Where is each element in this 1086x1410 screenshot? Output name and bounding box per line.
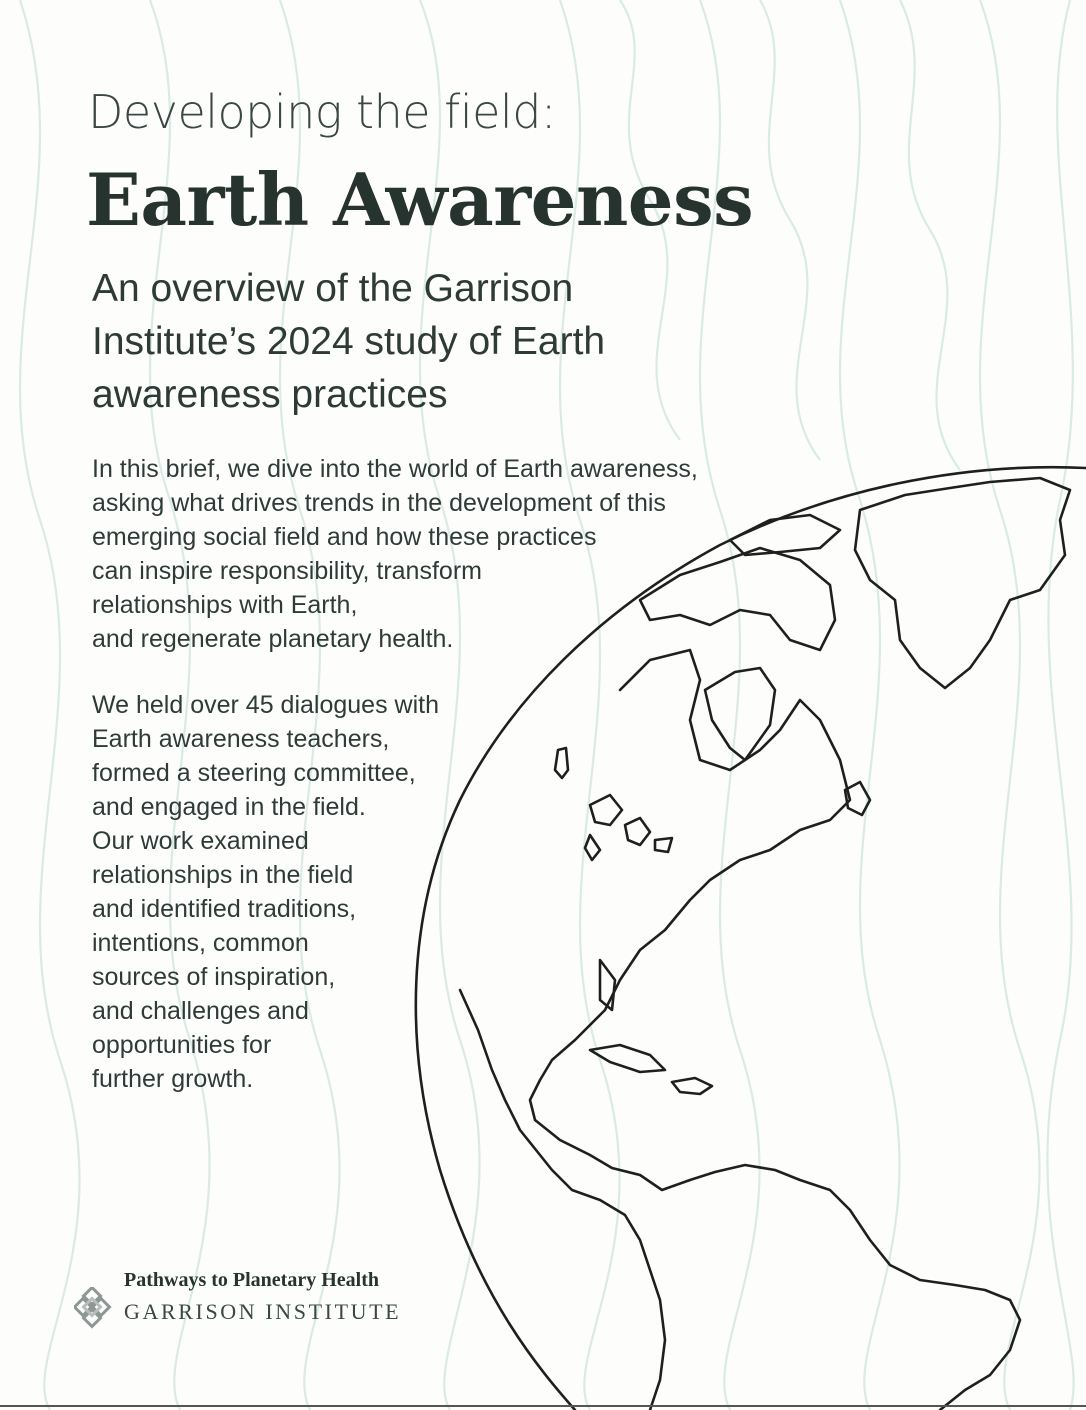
organization-name: GARRISON INSTITUTE [124,1299,402,1324]
study-line: further growth. [92,1065,254,1093]
intro-line: emerging social field and how these practices [92,523,597,551]
bottom-divider [0,1405,1086,1407]
study-paragraph [92,688,472,1096]
study-line: opportunities for [92,1031,272,1059]
intro-line: can inspire responsibility, transform [92,557,482,585]
garrison-knot-icon [74,1287,116,1333]
study-line: and identified traditions, [92,895,357,923]
arctic-island-outline [730,515,840,555]
subtitle-line: Institute’s 2024 study of Earth [92,320,606,363]
series-name: Pathways to Planetary Health [124,1269,379,1291]
intro-line: relationships with Earth, [92,591,358,619]
intro-line: In this brief, we dive into the world of Earth awareness, [92,455,698,483]
study-line: intentions, common [92,929,309,957]
study-line: Our work examined [92,827,309,855]
intro-paragraph [92,452,732,656]
intro-line: asking what drives trends in the development of this [92,489,666,517]
vancouver-island-outline [555,748,568,778]
subtitle [92,262,702,421]
study-line: and engaged in the field. [92,793,366,821]
study-line: and challenges and [92,997,309,1025]
greenland-outline [855,478,1070,688]
subtitle-line: awareness practices [92,373,448,416]
study-line: sources of inspiration, [92,963,336,991]
north-america-outline [530,650,1020,1410]
study-line: formed a steering committee, [92,759,416,787]
cuba-outline [590,1045,665,1072]
great-lakes-outline [585,795,672,860]
western-coast-outline [460,990,665,1410]
study-line: relationships in the field [92,861,354,889]
study-line: We held over 45 dialogues with [92,691,439,719]
study-line: Earth awareness teachers, [92,725,390,753]
subtitle-line: An overview of the Garrison [92,267,574,310]
hispaniola-outline [672,1078,712,1094]
page-title: Earth Awareness [86,157,754,242]
intro-line: and regenerate planetary health. [92,625,454,653]
kicker-heading: Developing the field: [88,85,556,139]
